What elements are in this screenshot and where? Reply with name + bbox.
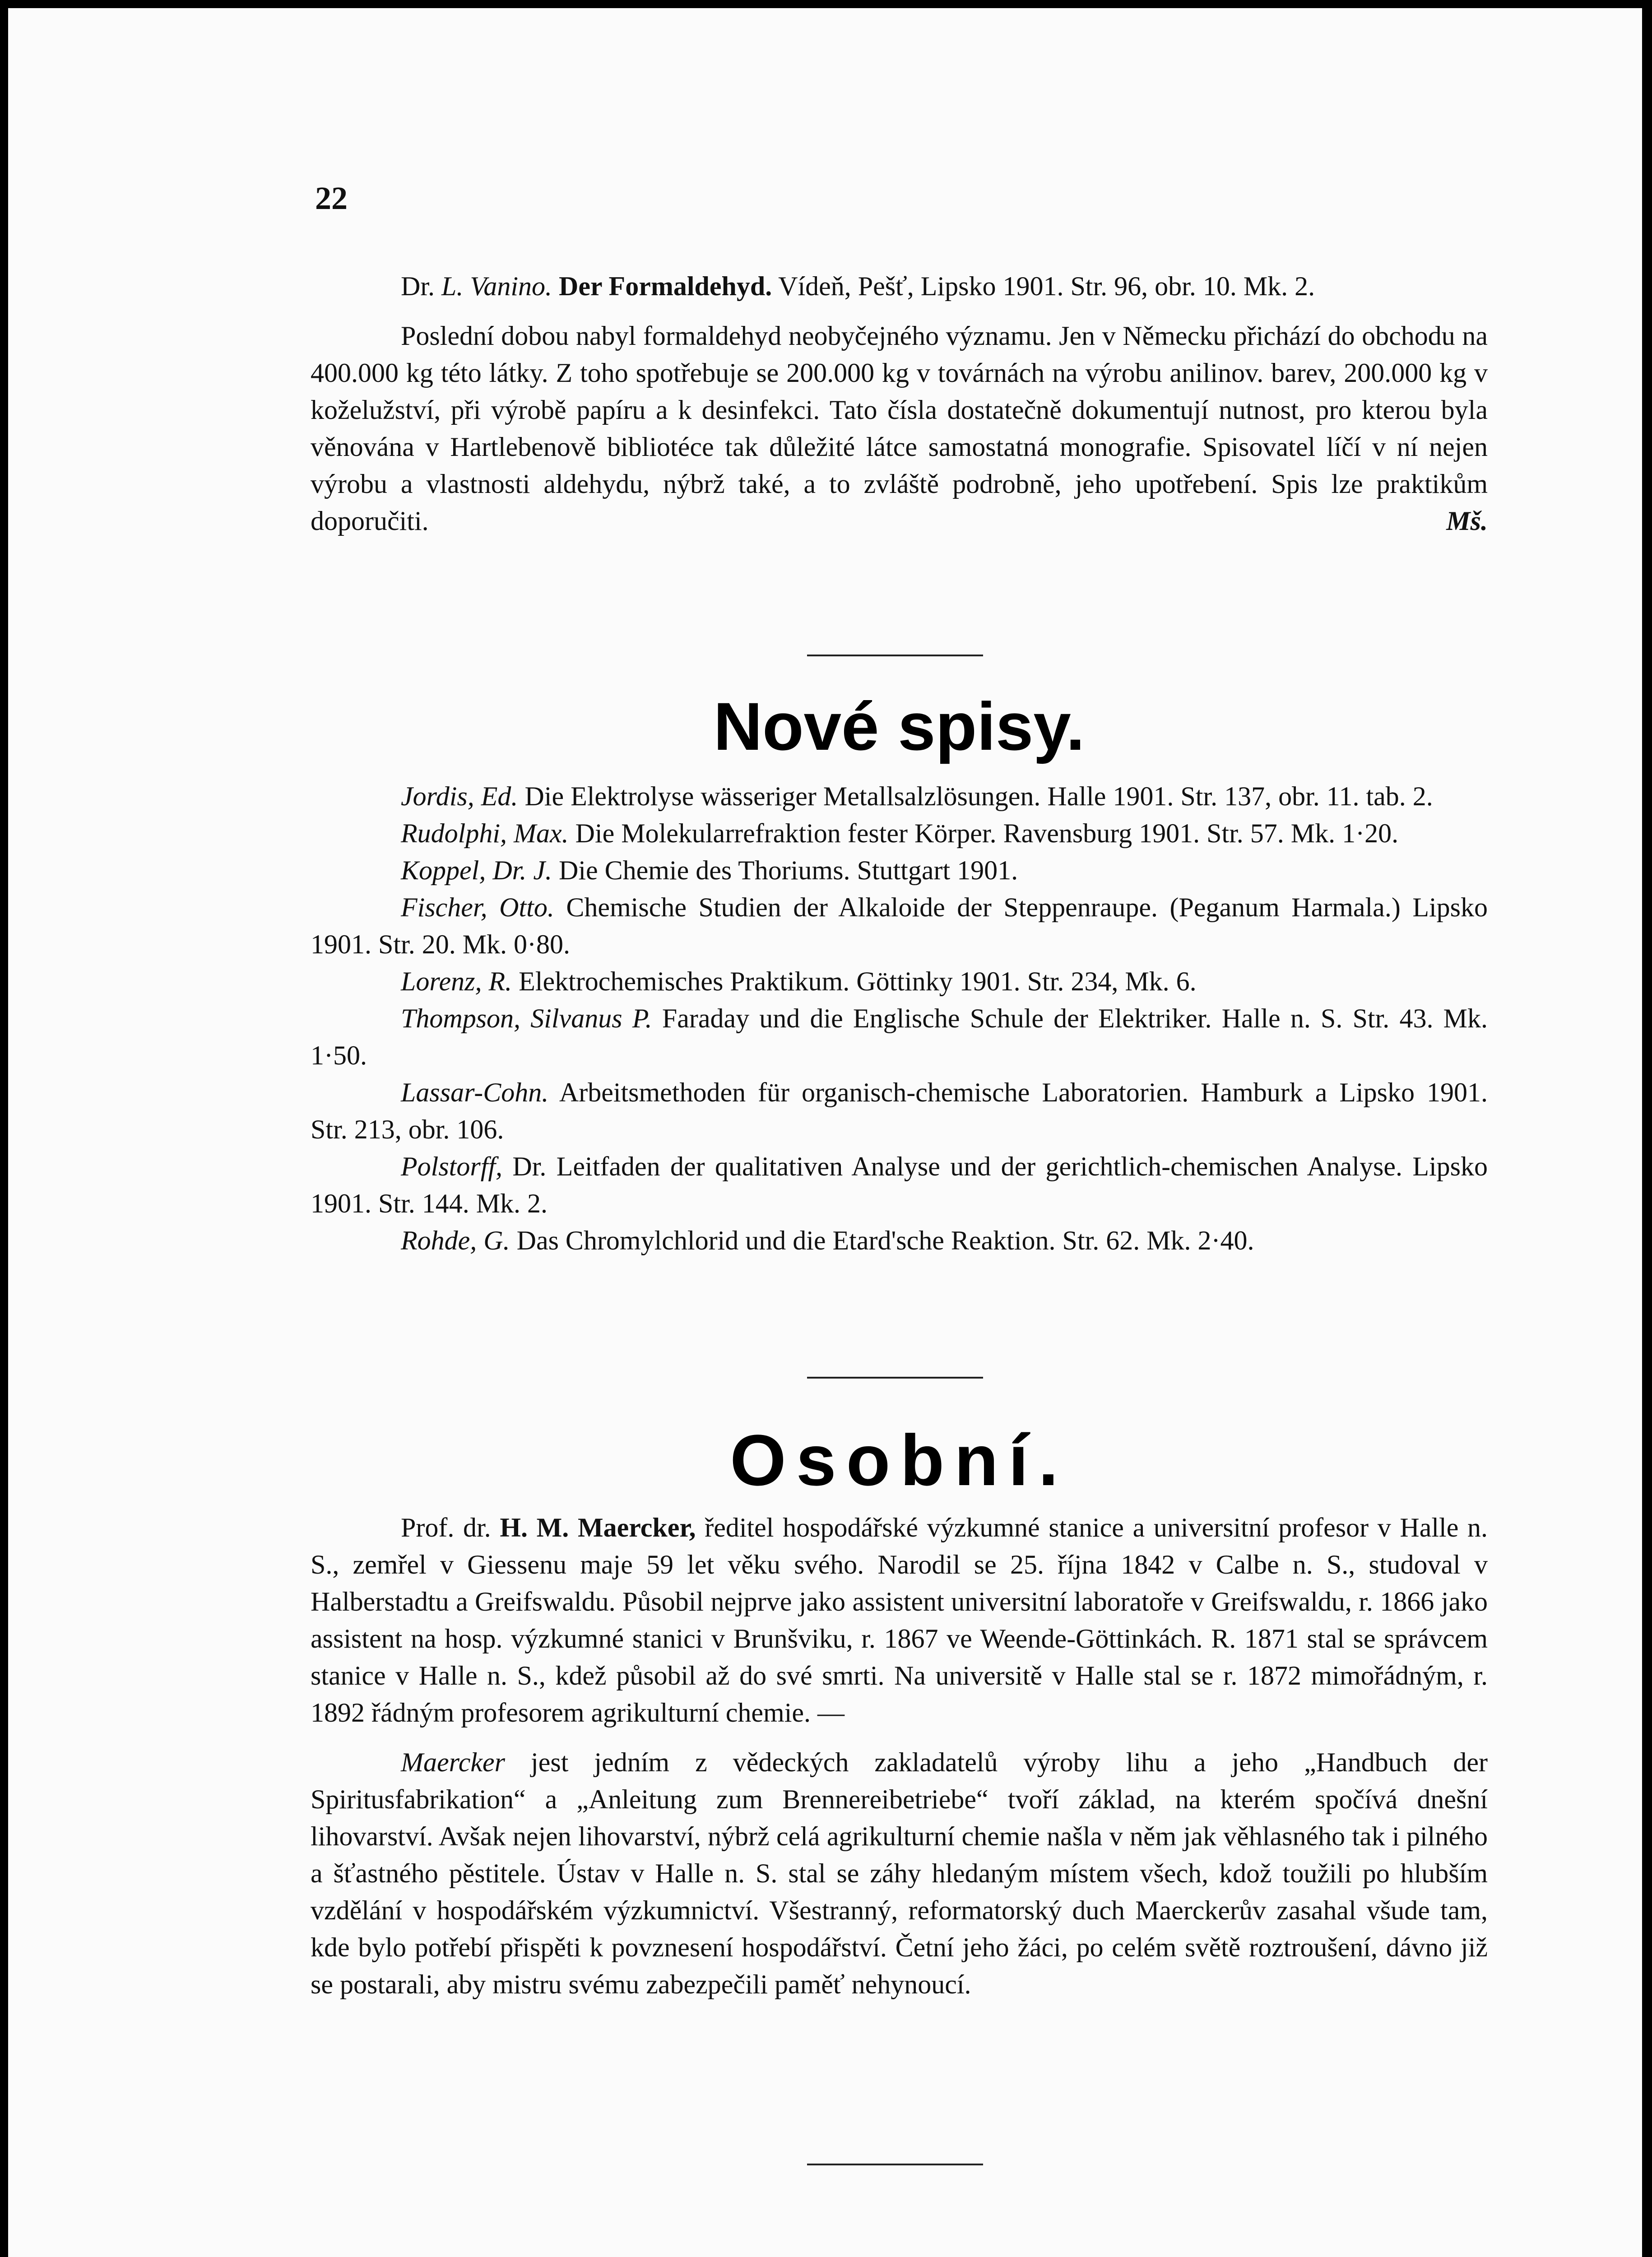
entry-author: Thompson, Silvanus P. bbox=[401, 1003, 652, 1033]
page bbox=[8, 8, 1642, 2257]
list-item bbox=[311, 778, 1488, 815]
entry-text: Chemische Studien der Alkaloide der Steppenraupe. (Peganum Harmala.) Lipsko 1901. Str. 20. Mk. 0·80. bbox=[311, 892, 1488, 959]
entry-author: Rudolphi, Max. bbox=[401, 818, 569, 848]
review-signature: Mš. bbox=[1446, 506, 1488, 536]
list-item bbox=[311, 889, 1488, 963]
entry-text: Faraday und die Englische Schule der Elektriker. Halle n. S. Str. 43. Mk. 1·50. bbox=[311, 1003, 1488, 1070]
list-item bbox=[311, 1074, 1488, 1148]
list-item bbox=[311, 1000, 1488, 1074]
entry-author: Koppel, Dr. J. bbox=[401, 855, 552, 885]
review-section bbox=[311, 268, 1488, 539]
entry-text: Die Molekularrefraktion fester Körper. Ravensburg 1901. Str. 57. Mk. 1·20. bbox=[568, 818, 1399, 848]
entry-author: Polstorff, bbox=[401, 1152, 503, 1181]
obituary-paragraph-2 bbox=[311, 1744, 1488, 2003]
entry-text: Arbeitsmethoden für organisch-chemische Laboratorien. Hamburk a Lipsko 1901. Str. 213, obr. 106. bbox=[311, 1077, 1488, 1144]
list-item bbox=[311, 1222, 1488, 1259]
entry-text: Elektrochemisches Praktikum. Göttinky 1901. Str. 234, Mk. 6. bbox=[512, 966, 1197, 996]
review-title: Der Formaldehyd. bbox=[559, 271, 772, 301]
review-body bbox=[311, 317, 1488, 539]
section-divider bbox=[807, 655, 983, 656]
obituary-text-2: jest jedním z vědeckých zakladatelů výroby lihu a jeho „Handbuch der Spiritusfabrikation“ a „Anleitung zum Brennereibetriebe“ tvoří základ, na kterém spočívá dnešní lihovarství. Avšak nejen lihovarství, nýbrž celá agrikulturní chemie našla v něm jak věhlasného tak i pilného a šťastného pěstitele. Ústav v Halle n. S. stal se záhy hledaným místem všech, kdož toužili po hlubším vzdělání v hospodářském výzkumnictví. Všestranný, reformatorský duch Maerckerův zasahal všude tam, kde bylo potřebí přispěti k povznesení hospodářství. Četní jeho žáci, po celém světě roztroušení, dávno již se postarali, aby mistru svému zabezpečili paměť nehynoucí. bbox=[311, 1747, 1488, 1999]
obituary-name: H. M. Maercker, bbox=[500, 1513, 696, 1542]
entry-author: Jordis, Ed. bbox=[401, 781, 518, 811]
entry-text: Die Chemie des Thoriums. Stuttgart 1901. bbox=[552, 855, 1018, 885]
list-item bbox=[311, 1148, 1488, 1222]
nove-spisy-heading: Nové spisy. bbox=[713, 688, 1085, 764]
review-publication: Vídeň, Pešť, Lipsko 1901. Str. 96, obr. 10. Mk. 2. bbox=[778, 271, 1315, 301]
entry-author: Lassar-Cohn. bbox=[401, 1077, 549, 1107]
section-divider bbox=[807, 2164, 983, 2165]
list-item bbox=[311, 815, 1488, 852]
obituary-text: ředitel hospodářské výzkumné stanice a universitní profesor v Halle n. S., zemřel v Giessenu maje 59 let věku svého. Narodil se 25. října 1842 v Calbe n. S., studoval v Halberstadtu a Greifswaldu. Působil nejprve jako assistent universitní laboratoře v Greifswaldu, r. 1866 jako assistent na hosp. výzkumné stanici v Brunšviku, r. 1867 ve Weende-Göttinkách. R. 1871 stal se správcem stanice v Halle n. S., kdež působil až do své smrti. Na universitě v Halle stal se r. 1872 mimořádným, r. 1892 řádným profesorem agrikulturní chemie. — bbox=[311, 1513, 1488, 1728]
entry-text: Die Elektrolyse wässeriger Metallsalzlösungen. Halle 1901. Str. 137, obr. 11. tab. 2. bbox=[518, 781, 1433, 811]
obituary-name-italic: Maercker bbox=[401, 1747, 505, 1777]
entry-author: Rohde, G. bbox=[401, 1226, 510, 1255]
entry-author: Fischer, Otto. bbox=[401, 892, 554, 922]
obituary-paragraph-1 bbox=[311, 1509, 1488, 1731]
osobni-heading: Osobní. bbox=[730, 1420, 1068, 1500]
entry-author: Lorenz, R. bbox=[401, 966, 512, 996]
nove-spisy-list bbox=[311, 778, 1488, 1259]
review-body-text: Poslední dobou nabyl formaldehyd neobyčejného významu. Jen v Německu přichází do obchodu na 400.000 kg této látky. Z toho spotřebuje se 200.000 kg v továrnách na výrobu anilinov. barev, 200.000 kg v koželužství, při výrobě papíru a k desinfekci. Tato čísla dostatečně dokumentují nutnost, pro kterou byla věnována v Hartlebenově bibliotéce tak důležité látce samostatná monografie. Spisovatel líčí v ní nejen výrobu a vlastnosti aldehydu, nýbrž také, a to zvláště podrobně, jeho upotřebení. Spis lze praktikům doporučiti. bbox=[311, 321, 1488, 536]
entry-text: Das Chromylchlorid und die Etard'sche Reaktion. Str. 62. Mk. 2·40. bbox=[510, 1226, 1254, 1255]
review-citation bbox=[311, 268, 1488, 305]
entry-text: Dr. Leitfaden der qualitativen Analyse und der gerichtlich-chemischen Analyse. Lipsko 1901. Str. 144. Mk. 2. bbox=[311, 1152, 1488, 1218]
page-number: 22 bbox=[315, 180, 348, 216]
obituary-prefix: Prof. dr. bbox=[401, 1513, 491, 1542]
list-item bbox=[311, 852, 1488, 889]
section-divider bbox=[807, 1377, 983, 1379]
review-author-prefix: Dr. bbox=[401, 271, 435, 301]
review-author: L. Vanino. bbox=[441, 271, 552, 301]
osobni-section bbox=[311, 1509, 1488, 2003]
list-item bbox=[311, 963, 1488, 1000]
